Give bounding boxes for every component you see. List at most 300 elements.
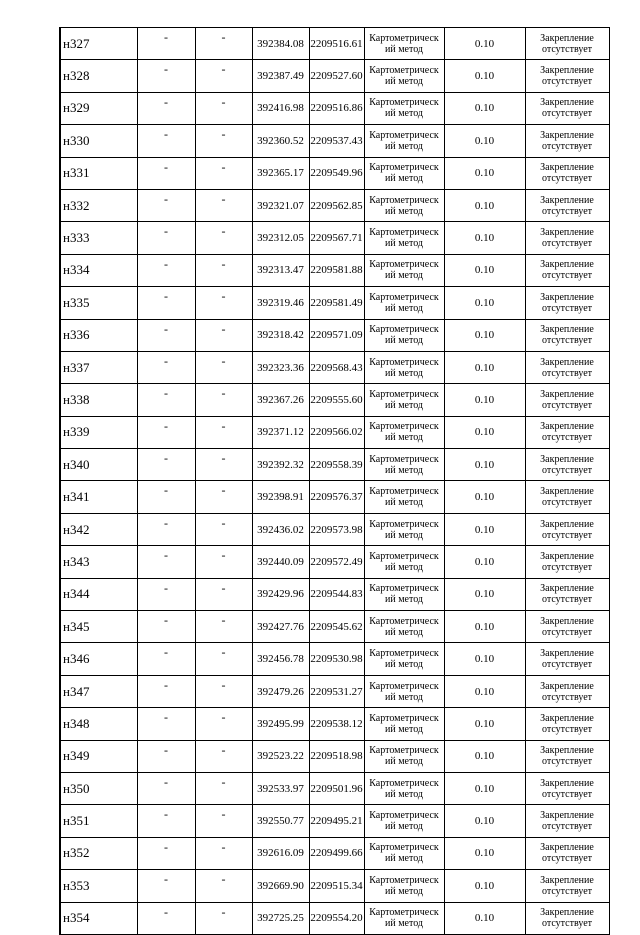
- method-cell: [364, 643, 444, 675]
- fixation-cell: [525, 675, 609, 707]
- fixation-cell: [525, 287, 609, 319]
- point-name-cell: н328: [60, 60, 137, 92]
- fixation-line-2: отсутствует: [541, 270, 593, 282]
- table-row: [60, 902, 609, 934]
- x-coordinate-cell: 392725.25: [252, 902, 309, 934]
- x-coordinate-cell: 392479.26: [252, 675, 309, 707]
- old-x-cell: -: [137, 481, 195, 513]
- accuracy-cell: 0.10: [444, 222, 525, 254]
- table-row: [60, 643, 609, 675]
- method-line-2: ий метод: [384, 723, 423, 735]
- old-x-cell: -: [137, 384, 195, 416]
- method-cell: [364, 546, 444, 578]
- accuracy-cell: 0.10: [444, 805, 525, 837]
- accuracy-cell: 0.10: [444, 28, 525, 60]
- y-coordinate-cell: 2209515.34: [309, 870, 364, 902]
- method-cell: [364, 513, 444, 545]
- old-y-cell: -: [195, 513, 252, 545]
- table-row: [60, 351, 609, 383]
- fixation-line-2: отсутствует: [541, 76, 593, 88]
- y-coordinate-cell: 2209571.09: [309, 319, 364, 351]
- point-name-cell: н335: [60, 287, 137, 319]
- x-coordinate-cell: 392384.08: [252, 28, 309, 60]
- old-y-cell: -: [195, 384, 252, 416]
- x-coordinate-cell: 392313.47: [252, 254, 309, 286]
- method-cell: [364, 675, 444, 707]
- y-coordinate-cell: 2209568.43: [309, 351, 364, 383]
- old-x-cell: -: [137, 546, 195, 578]
- x-coordinate-cell: 392416.98: [252, 92, 309, 124]
- point-name-cell: н348: [60, 708, 137, 740]
- fixation-line-2: отсутствует: [541, 464, 593, 476]
- method-cell: [364, 189, 444, 221]
- fixation-line-2: отсутствует: [541, 723, 593, 735]
- y-coordinate-cell: 2209566.02: [309, 416, 364, 448]
- method-line-1: Картометрическ: [369, 583, 439, 595]
- old-x-cell: -: [137, 287, 195, 319]
- old-y-cell: -: [195, 92, 252, 124]
- method-line-1: Картометрическ: [369, 648, 439, 660]
- old-y-cell: -: [195, 870, 252, 902]
- x-coordinate-cell: 392319.46: [252, 287, 309, 319]
- old-x-cell: -: [137, 837, 195, 869]
- accuracy-cell: 0.10: [444, 675, 525, 707]
- old-x-cell: -: [137, 578, 195, 610]
- table-row: [60, 513, 609, 545]
- old-x-cell: -: [137, 351, 195, 383]
- y-coordinate-cell: 2209531.27: [309, 675, 364, 707]
- method-line-2: ий метод: [384, 108, 423, 120]
- method-line-2: ий метод: [384, 399, 423, 411]
- accuracy-cell: 0.10: [444, 60, 525, 92]
- fixation-cell: [525, 643, 609, 675]
- point-name-cell: н339: [60, 416, 137, 448]
- accuracy-cell: 0.10: [444, 319, 525, 351]
- point-name-cell: н350: [60, 772, 137, 804]
- table-row: [60, 60, 609, 92]
- old-x-cell: -: [137, 92, 195, 124]
- x-coordinate-cell: 392669.90: [252, 870, 309, 902]
- fixation-line-1: Закрепление: [540, 874, 594, 886]
- old-y-cell: -: [195, 481, 252, 513]
- old-y-cell: -: [195, 740, 252, 772]
- fixation-cell: [525, 60, 609, 92]
- accuracy-cell: 0.10: [444, 449, 525, 481]
- fixation-line-2: отсутствует: [541, 173, 593, 185]
- y-coordinate-cell: 2209545.62: [309, 611, 364, 643]
- method-line-2: ий метод: [384, 691, 423, 703]
- old-y-cell: -: [195, 805, 252, 837]
- y-coordinate-cell: 2209558.39: [309, 449, 364, 481]
- fixation-line-2: отсутствует: [541, 238, 593, 250]
- old-x-cell: -: [137, 319, 195, 351]
- point-name-cell: н353: [60, 870, 137, 902]
- x-coordinate-cell: 392533.97: [252, 772, 309, 804]
- y-coordinate-cell: 2209562.85: [309, 189, 364, 221]
- method-line-2: ий метод: [384, 432, 423, 444]
- old-y-cell: -: [195, 675, 252, 707]
- old-y-cell: -: [195, 708, 252, 740]
- fixation-line-2: отсутствует: [541, 918, 593, 930]
- point-name-cell: н333: [60, 222, 137, 254]
- old-y-cell: -: [195, 60, 252, 92]
- method-line-2: ий метод: [384, 367, 423, 379]
- method-line-1: Картометрическ: [369, 842, 439, 854]
- method-cell: [364, 254, 444, 286]
- point-name-cell: н329: [60, 92, 137, 124]
- fixation-cell: [525, 351, 609, 383]
- y-coordinate-cell: 2209576.37: [309, 481, 364, 513]
- table-row: [60, 772, 609, 804]
- method-line-1: Картометрическ: [369, 97, 439, 109]
- method-line-1: Картометрическ: [369, 810, 439, 822]
- x-coordinate-cell: 392360.52: [252, 125, 309, 157]
- table-row: [60, 254, 609, 286]
- old-y-cell: -: [195, 449, 252, 481]
- y-coordinate-cell: 2209537.43: [309, 125, 364, 157]
- table-row: [60, 837, 609, 869]
- fixation-line-2: отсутствует: [541, 302, 593, 314]
- old-x-cell: -: [137, 157, 195, 189]
- old-y-cell: -: [195, 254, 252, 286]
- point-name-cell: н347: [60, 675, 137, 707]
- fixation-cell: [525, 416, 609, 448]
- fixation-cell: [525, 708, 609, 740]
- method-line-1: Картометрическ: [369, 32, 439, 44]
- accuracy-cell: 0.10: [444, 157, 525, 189]
- fixation-cell: [525, 772, 609, 804]
- y-coordinate-cell: 2209572.49: [309, 546, 364, 578]
- point-name-cell: н345: [60, 611, 137, 643]
- fixation-line-2: отсутствует: [541, 788, 593, 800]
- old-x-cell: -: [137, 740, 195, 772]
- method-line-2: ий метод: [384, 76, 423, 88]
- old-y-cell: -: [195, 287, 252, 319]
- fixation-line-1: Закрепление: [540, 810, 594, 822]
- x-coordinate-cell: 392495.99: [252, 708, 309, 740]
- old-y-cell: -: [195, 837, 252, 869]
- method-cell: [364, 740, 444, 772]
- accuracy-cell: 0.10: [444, 254, 525, 286]
- old-x-cell: -: [137, 772, 195, 804]
- y-coordinate-cell: 2209549.96: [309, 157, 364, 189]
- old-y-cell: -: [195, 643, 252, 675]
- method-cell: [364, 708, 444, 740]
- fixation-line-1: Закрепление: [540, 583, 594, 595]
- point-name-cell: н327: [60, 28, 137, 60]
- method-line-1: Картометрическ: [369, 680, 439, 692]
- y-coordinate-cell: 2209501.96: [309, 772, 364, 804]
- method-cell: [364, 287, 444, 319]
- old-x-cell: -: [137, 708, 195, 740]
- fixation-line-2: отсутствует: [541, 594, 593, 606]
- method-line-1: Картометрическ: [369, 874, 439, 886]
- y-coordinate-cell: 2209516.86: [309, 92, 364, 124]
- method-line-1: Картометрическ: [369, 615, 439, 627]
- fixation-cell: [525, 384, 609, 416]
- old-y-cell: -: [195, 157, 252, 189]
- x-coordinate-cell: 392323.36: [252, 351, 309, 383]
- accuracy-cell: 0.10: [444, 902, 525, 934]
- old-y-cell: -: [195, 611, 252, 643]
- old-x-cell: -: [137, 611, 195, 643]
- fixation-line-1: Закрепление: [540, 32, 594, 44]
- table-row: [60, 189, 609, 221]
- method-line-2: ий метод: [384, 885, 423, 897]
- fixation-line-1: Закрепление: [540, 227, 594, 239]
- fixation-line-1: Закрепление: [540, 842, 594, 854]
- fixation-cell: [525, 578, 609, 610]
- accuracy-cell: 0.10: [444, 740, 525, 772]
- method-cell: [364, 60, 444, 92]
- fixation-line-1: Закрепление: [540, 129, 594, 141]
- fixation-cell: [525, 805, 609, 837]
- old-x-cell: -: [137, 189, 195, 221]
- method-cell: [364, 611, 444, 643]
- x-coordinate-cell: 392398.91: [252, 481, 309, 513]
- old-y-cell: -: [195, 546, 252, 578]
- old-x-cell: -: [137, 805, 195, 837]
- point-name-cell: н334: [60, 254, 137, 286]
- fixation-line-2: отсутствует: [541, 432, 593, 444]
- y-coordinate-cell: 2209567.71: [309, 222, 364, 254]
- old-x-cell: -: [137, 28, 195, 60]
- method-line-2: ий метод: [384, 140, 423, 152]
- fixation-line-1: Закрепление: [540, 680, 594, 692]
- old-y-cell: -: [195, 222, 252, 254]
- fixation-cell: [525, 513, 609, 545]
- method-line-2: ий метод: [384, 821, 423, 833]
- y-coordinate-cell: 2209538.12: [309, 708, 364, 740]
- method-line-2: ий метод: [384, 626, 423, 638]
- x-coordinate-cell: 392550.77: [252, 805, 309, 837]
- x-coordinate-cell: 392318.42: [252, 319, 309, 351]
- fixation-line-1: Закрепление: [540, 745, 594, 757]
- old-y-cell: -: [195, 319, 252, 351]
- accuracy-cell: 0.10: [444, 189, 525, 221]
- method-cell: [364, 578, 444, 610]
- old-y-cell: -: [195, 416, 252, 448]
- old-y-cell: -: [195, 351, 252, 383]
- point-name-cell: н342: [60, 513, 137, 545]
- accuracy-cell: 0.10: [444, 513, 525, 545]
- accuracy-cell: 0.10: [444, 837, 525, 869]
- method-line-1: Картометрическ: [369, 259, 439, 271]
- table-row: [60, 287, 609, 319]
- method-cell: [364, 805, 444, 837]
- x-coordinate-cell: 392523.22: [252, 740, 309, 772]
- table-row: [60, 28, 609, 60]
- fixation-line-2: отсутствует: [541, 885, 593, 897]
- table-row: [60, 578, 609, 610]
- old-y-cell: -: [195, 578, 252, 610]
- method-cell: [364, 92, 444, 124]
- old-x-cell: -: [137, 449, 195, 481]
- x-coordinate-cell: 392616.09: [252, 837, 309, 869]
- method-line-1: Картометрическ: [369, 388, 439, 400]
- old-y-cell: -: [195, 28, 252, 60]
- x-coordinate-cell: 392367.26: [252, 384, 309, 416]
- table-row: [60, 92, 609, 124]
- table-row: [60, 481, 609, 513]
- fixation-line-1: Закрепление: [540, 486, 594, 498]
- x-coordinate-cell: 392427.76: [252, 611, 309, 643]
- fixation-line-2: отсутствует: [541, 691, 593, 703]
- point-name-cell: н346: [60, 643, 137, 675]
- fixation-cell: [525, 740, 609, 772]
- method-line-1: Картометрическ: [369, 453, 439, 465]
- fixation-line-2: отсутствует: [541, 529, 593, 541]
- fixation-line-1: Закрепление: [540, 194, 594, 206]
- x-coordinate-cell: 392436.02: [252, 513, 309, 545]
- fixation-line-2: отсутствует: [541, 108, 593, 120]
- old-x-cell: -: [137, 60, 195, 92]
- method-line-2: ий метод: [384, 270, 423, 282]
- method-cell: [364, 28, 444, 60]
- fixation-cell: [525, 28, 609, 60]
- x-coordinate-cell: 392429.96: [252, 578, 309, 610]
- fixation-line-1: Закрепление: [540, 907, 594, 919]
- method-line-1: Картометрическ: [369, 194, 439, 206]
- accuracy-cell: 0.10: [444, 611, 525, 643]
- fixation-cell: [525, 222, 609, 254]
- accuracy-cell: 0.10: [444, 578, 525, 610]
- y-coordinate-cell: 2209554.20: [309, 902, 364, 934]
- fixation-cell: [525, 837, 609, 869]
- fixation-line-2: отсутствует: [541, 853, 593, 865]
- method-line-1: Картометрическ: [369, 777, 439, 789]
- y-coordinate-cell: 2209527.60: [309, 60, 364, 92]
- method-line-1: Картометрическ: [369, 356, 439, 368]
- point-name-cell: н340: [60, 449, 137, 481]
- method-cell: [364, 157, 444, 189]
- table-row: [60, 157, 609, 189]
- y-coordinate-cell: 2209581.49: [309, 287, 364, 319]
- table-row: [60, 384, 609, 416]
- method-line-2: ий метод: [384, 756, 423, 768]
- point-name-cell: н332: [60, 189, 137, 221]
- fixation-line-2: отсутствует: [541, 140, 593, 152]
- accuracy-cell: 0.10: [444, 416, 525, 448]
- x-coordinate-cell: 392371.12: [252, 416, 309, 448]
- point-name-cell: н352: [60, 837, 137, 869]
- point-name-cell: н351: [60, 805, 137, 837]
- fixation-cell: [525, 92, 609, 124]
- old-x-cell: -: [137, 254, 195, 286]
- method-line-1: Картометрическ: [369, 227, 439, 239]
- method-cell: [364, 837, 444, 869]
- table-row: [60, 611, 609, 643]
- fixation-line-1: Закрепление: [540, 97, 594, 109]
- x-coordinate-cell: 392387.49: [252, 60, 309, 92]
- method-line-1: Картометрическ: [369, 129, 439, 141]
- fixation-line-1: Закрепление: [540, 518, 594, 530]
- method-cell: [364, 772, 444, 804]
- fixation-line-2: отсутствует: [541, 399, 593, 411]
- accuracy-cell: 0.10: [444, 643, 525, 675]
- fixation-line-1: Закрепление: [540, 421, 594, 433]
- fixation-line-1: Закрепление: [540, 162, 594, 174]
- accuracy-cell: 0.10: [444, 546, 525, 578]
- old-x-cell: -: [137, 902, 195, 934]
- y-coordinate-cell: 2209544.83: [309, 578, 364, 610]
- accuracy-cell: 0.10: [444, 384, 525, 416]
- x-coordinate-cell: 392365.17: [252, 157, 309, 189]
- method-line-1: Картометрическ: [369, 421, 439, 433]
- fixation-line-2: отсутствует: [541, 561, 593, 573]
- point-name-cell: н336: [60, 319, 137, 351]
- method-line-2: ий метод: [384, 659, 423, 671]
- method-cell: [364, 870, 444, 902]
- y-coordinate-cell: 2209555.60: [309, 384, 364, 416]
- method-line-2: ий метод: [384, 335, 423, 347]
- fixation-cell: [525, 254, 609, 286]
- x-coordinate-cell: 392456.78: [252, 643, 309, 675]
- table-row: [60, 449, 609, 481]
- y-coordinate-cell: 2209495.21: [309, 805, 364, 837]
- method-line-2: ий метод: [384, 594, 423, 606]
- fixation-cell: [525, 546, 609, 578]
- method-line-1: Картометрическ: [369, 324, 439, 336]
- accuracy-cell: 0.10: [444, 481, 525, 513]
- fixation-cell: [525, 319, 609, 351]
- fixation-cell: [525, 902, 609, 934]
- method-line-2: ий метод: [384, 43, 423, 55]
- fixation-line-2: отсутствует: [541, 497, 593, 509]
- table-row: [60, 222, 609, 254]
- y-coordinate-cell: 2209573.98: [309, 513, 364, 545]
- method-cell: [364, 902, 444, 934]
- fixation-line-2: отсутствует: [541, 43, 593, 55]
- old-x-cell: -: [137, 222, 195, 254]
- fixation-cell: [525, 157, 609, 189]
- x-coordinate-cell: 392312.05: [252, 222, 309, 254]
- fixation-line-2: отсутствует: [541, 367, 593, 379]
- method-line-2: ий метод: [384, 302, 423, 314]
- fixation-cell: [525, 870, 609, 902]
- table-row: [60, 805, 609, 837]
- method-line-1: Картометрическ: [369, 518, 439, 530]
- point-name-cell: н349: [60, 740, 137, 772]
- point-name-cell: н338: [60, 384, 137, 416]
- fixation-cell: [525, 481, 609, 513]
- fixation-line-1: Закрепление: [540, 453, 594, 465]
- table-row: [60, 675, 609, 707]
- method-line-1: Картометрическ: [369, 486, 439, 498]
- fixation-line-1: Закрепление: [540, 388, 594, 400]
- fixation-cell: [525, 449, 609, 481]
- accuracy-cell: 0.10: [444, 708, 525, 740]
- method-line-2: ий метод: [384, 918, 423, 930]
- old-y-cell: -: [195, 189, 252, 221]
- method-line-2: ий метод: [384, 788, 423, 800]
- fixation-line-1: Закрепление: [540, 550, 594, 562]
- fixation-line-2: отсутствует: [541, 335, 593, 347]
- accuracy-cell: 0.10: [444, 92, 525, 124]
- fixation-line-2: отсутствует: [541, 821, 593, 833]
- point-name-cell: н337: [60, 351, 137, 383]
- table-row: [60, 546, 609, 578]
- point-name-cell: н341: [60, 481, 137, 513]
- accuracy-cell: 0.10: [444, 772, 525, 804]
- table-row: [60, 708, 609, 740]
- old-y-cell: -: [195, 125, 252, 157]
- fixation-cell: [525, 189, 609, 221]
- old-y-cell: -: [195, 772, 252, 804]
- fixation-line-1: Закрепление: [540, 712, 594, 724]
- y-coordinate-cell: 2209499.66: [309, 837, 364, 869]
- old-x-cell: -: [137, 643, 195, 675]
